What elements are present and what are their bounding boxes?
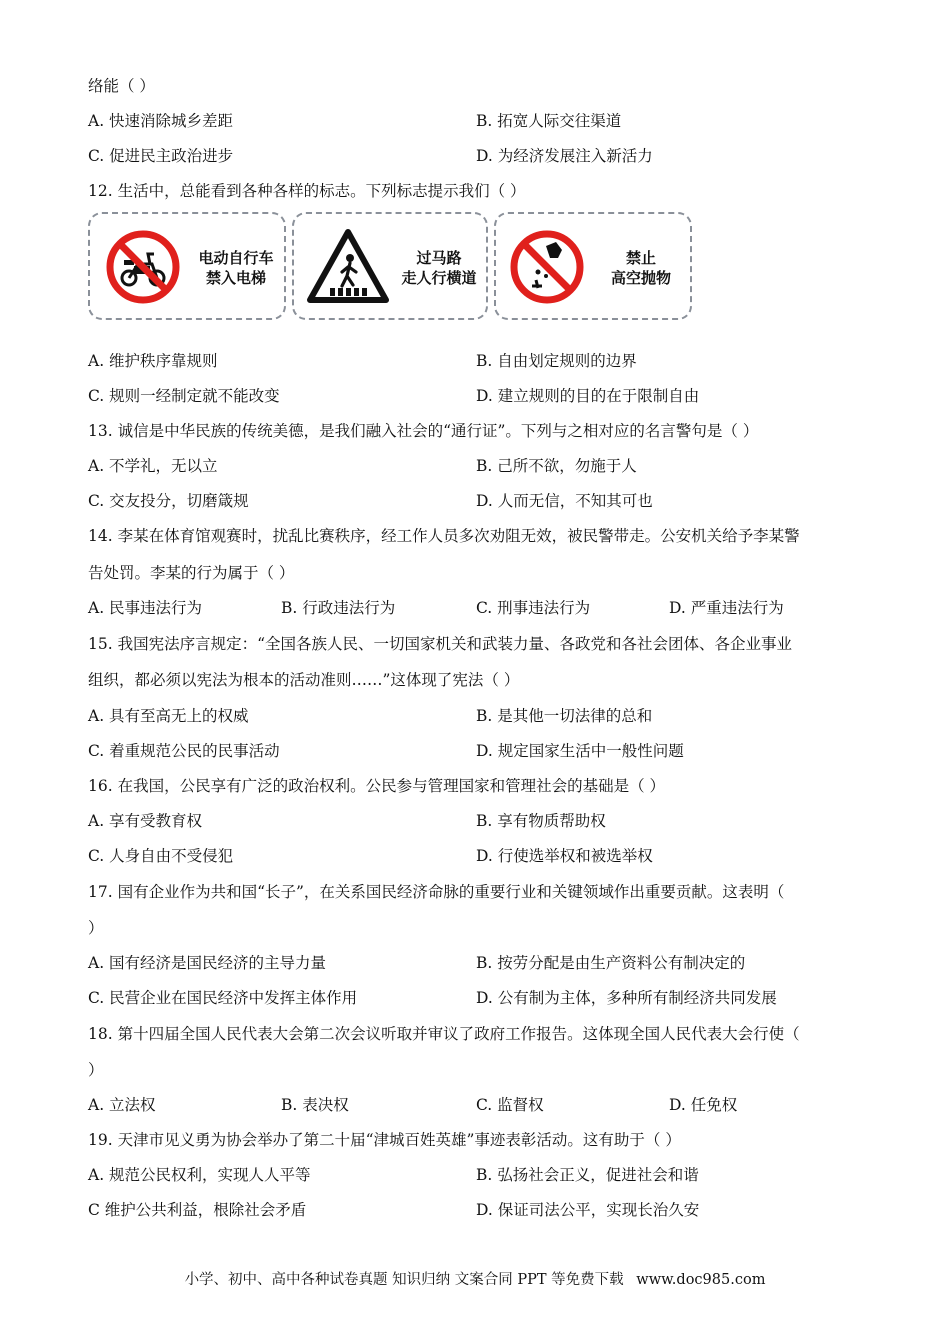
page-footer bbox=[0, 1270, 950, 1290]
q11-stem-tail: 络能（ ） bbox=[88, 77, 155, 95]
q15-option-c: C. 着重规范公民的民事活动 bbox=[88, 742, 280, 760]
crosswalk-warning-icon bbox=[306, 226, 390, 306]
q16-option-b: B. 享有物质帮助权 bbox=[476, 812, 606, 830]
q15-option-a: A. 具有至高无上的权威 bbox=[88, 707, 249, 725]
sign-no-ebike bbox=[88, 212, 286, 320]
q15-option-d: D. 规定国家生活中一般性问题 bbox=[476, 742, 684, 760]
q17-stem-line-1: 17. 国有企业作为共和国“长子”，在关系国民经济命脉的重要行业和关键领域作出重要贡献。这表明（ bbox=[88, 883, 785, 901]
q13-option-d: D. 人而无信，不知其可也 bbox=[476, 492, 653, 510]
q11-option-a: A. 快速消除城乡差距 bbox=[88, 112, 234, 130]
q11-option-c: C. 促进民主政治进步 bbox=[88, 147, 234, 165]
q12-option-a: A. 维护秩序靠规则 bbox=[88, 352, 218, 370]
q18-stem-line-1: 18. 第十四届全国人民代表大会第二次会议听取并审议了政府工作报告。这体现全国人民代表大会行使（ bbox=[88, 1025, 800, 1043]
q19-stem: 19. 天津市见义勇为协会举办了第二十届“津城百姓英雄”事迹表彰活动。这有助于（ ） bbox=[88, 1131, 681, 1149]
no-ebike-icon bbox=[104, 228, 182, 306]
sign-3-line-1: 禁止 bbox=[625, 249, 656, 267]
q13-option-b: B. 己所不欲，勿施于人 bbox=[476, 457, 637, 475]
q16-stem: 16. 在我国，公民享有广泛的政治权利。公民参与管理国家和管理社会的基础是（ ） bbox=[88, 777, 666, 795]
q16-option-a: A. 享有受教育权 bbox=[88, 812, 203, 830]
q19-option-a: A. 规范公民权利，实现人人平等 bbox=[88, 1166, 311, 1184]
q18-stem-line-2: ） bbox=[88, 1061, 104, 1079]
q12-stem: 12. 生活中，总能看到各种各样的标志。下列标志提示我们（ ） bbox=[88, 182, 526, 200]
q14-option-a: A. 民事违法行为 bbox=[88, 599, 203, 617]
q16-option-d: D. 行使选举权和被选举权 bbox=[476, 847, 653, 865]
footer-site-link[interactable]: www.doc985.com bbox=[636, 1272, 766, 1288]
q14-option-b: B. 行政违法行为 bbox=[281, 599, 396, 617]
q15-stem-line-1: 15. 我国宪法序言规定：“全国各族人民、一切国家机关和武装力量、各政党和各社会团体、各企业事业 bbox=[88, 635, 793, 653]
footer-text: 小学、初中、高中各种试卷真题 知识归纳 文案合同 PPT 等免费下载 bbox=[184, 1272, 624, 1288]
sign-no-throwing bbox=[494, 212, 692, 320]
sign-1-line-1: 电动自行车 bbox=[198, 249, 274, 267]
q11-option-d: D. 为经济发展注入新活力 bbox=[476, 147, 653, 165]
q12-signs-figure bbox=[88, 212, 694, 324]
q18-option-c: C. 监督权 bbox=[476, 1096, 544, 1114]
q12-option-d: D. 建立规则的目的在于限制自由 bbox=[476, 387, 700, 405]
q17-option-a: A. 国有经济是国民经济的主导力量 bbox=[88, 954, 327, 972]
q13-option-a: A. 不学礼，无以立 bbox=[88, 457, 218, 475]
sign-3-line-2: 高空抛物 bbox=[610, 269, 671, 287]
q14-stem-line-2: 告处罚。李某的行为属于（ ） bbox=[88, 564, 295, 582]
sign-2-line-2: 走人行横道 bbox=[401, 269, 477, 287]
sign-2-line-1: 过马路 bbox=[416, 249, 462, 267]
q16-option-c: C. 人身自由不受侵犯 bbox=[88, 847, 234, 865]
q11-option-b: B. 拓宽人际交往渠道 bbox=[476, 112, 622, 130]
q17-stem-line-2: ） bbox=[88, 919, 104, 937]
q12-option-b: B. 自由划定规则的边界 bbox=[476, 352, 637, 370]
q17-option-b: B. 按劳分配是由生产资料公有制决定的 bbox=[476, 954, 746, 972]
sign-crosswalk bbox=[292, 212, 488, 320]
q17-option-d: D. 公有制为主体，多种所有制经济共同发展 bbox=[476, 989, 777, 1007]
no-throwing-icon bbox=[508, 228, 586, 306]
q13-stem: 13. 诚信是中华民族的传统美德，是我们融入社会的“通行证”。下列与之相对应的名言警句是（ ） bbox=[88, 422, 759, 440]
q19-option-b: B. 弘扬社会正义，促进社会和谐 bbox=[476, 1166, 699, 1184]
q15-stem-line-2: 组织，都必须以宪法为根本的活动准则……”这体现了宪法（ ） bbox=[88, 671, 520, 689]
q15-option-b: B. 是其他一切法律的总和 bbox=[476, 707, 653, 725]
q13-option-c: C. 交友投分，切磨箴规 bbox=[88, 492, 249, 510]
q18-option-d: D. 任免权 bbox=[669, 1096, 738, 1114]
q19-option-c: C 维护公共利益，根除社会矛盾 bbox=[88, 1201, 307, 1219]
q18-option-a: A. 立法权 bbox=[88, 1096, 156, 1114]
q14-stem-line-1: 14. 李某在体育馆观赛时，扰乱比赛秩序，经工作人员多次劝阻无效，被民警带走。公安机关给予李某警 bbox=[88, 527, 800, 545]
sign-1-line-2: 禁入电梯 bbox=[205, 269, 266, 287]
q12-option-c: C. 规则一经制定就不能改变 bbox=[88, 387, 280, 405]
q19-option-d: D. 保证司法公平，实现长治久安 bbox=[476, 1201, 700, 1219]
q14-option-c: C. 刑事违法行为 bbox=[476, 599, 591, 617]
q18-option-b: B. 表决权 bbox=[281, 1096, 349, 1114]
q17-option-c: C. 民营企业在国民经济中发挥主体作用 bbox=[88, 989, 358, 1007]
q14-option-d: D. 严重违法行为 bbox=[669, 599, 784, 617]
